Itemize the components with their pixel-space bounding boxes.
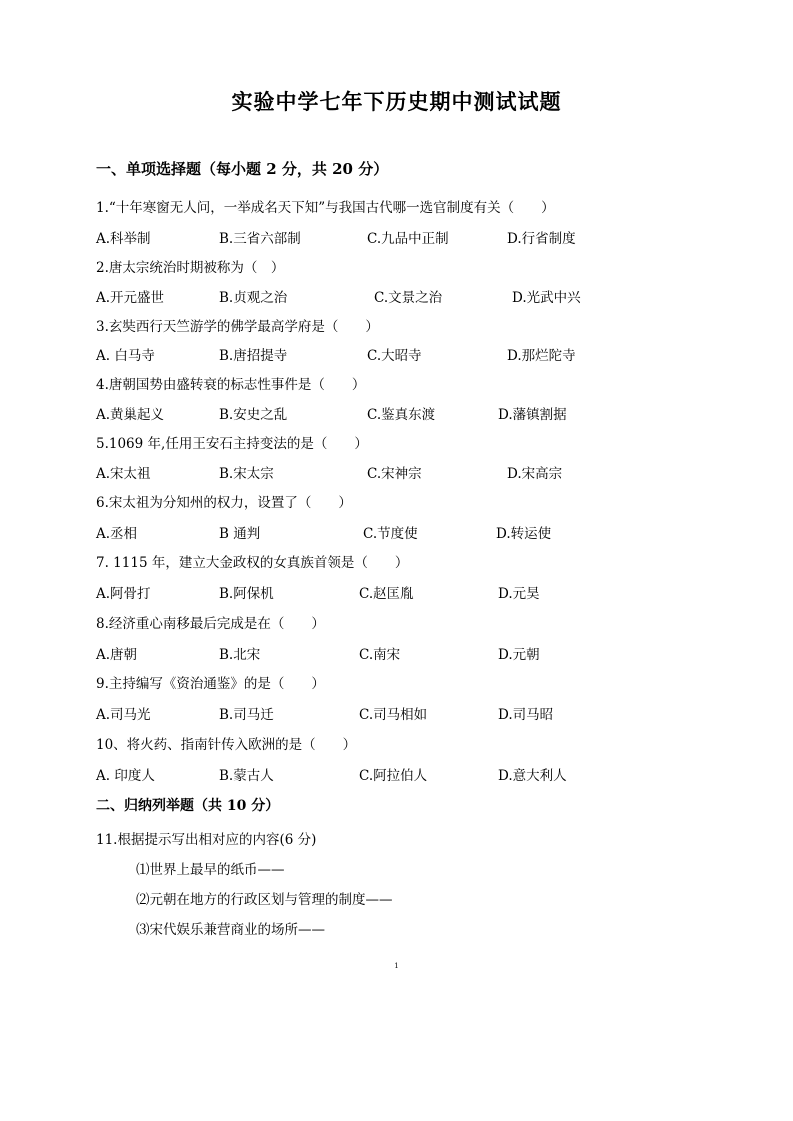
question-9-option-b: B.司马迁 [219, 707, 274, 723]
question-1-option-c: C.九品中正制 [367, 231, 449, 247]
question-11-item-3: ⑶宋代娱乐兼营商业的场所—— [136, 922, 325, 938]
question-8-option-b: B.北宋 [219, 647, 261, 663]
question-4-stem: 4.唐朝国势由盛转衰的标志性事件是（ ） [96, 377, 366, 393]
question-6-stem: 6.宋太祖为分知州的权力，设置了（ ） [96, 495, 352, 511]
question-6-option-b: B 通判 [219, 526, 261, 542]
question-10-option-c: C.阿拉伯人 [359, 768, 428, 784]
question-2-option-c: C.文景之治 [374, 290, 443, 306]
section-heading-2: 二、归纳列举题（共 10 分） [96, 798, 280, 814]
question-3-option-d: D.那烂陀寺 [507, 348, 576, 364]
question-8-stem: 8.经济重心南移最后完成是在（ ） [96, 616, 325, 632]
question-7-option-d: D.元昊 [498, 586, 540, 602]
question-9-option-d: D.司马昭 [498, 707, 554, 723]
question-10-option-d: D.意大利人 [498, 768, 567, 784]
question-10-stem: 10、将火药、指南针传入欧洲的是（ ） [96, 737, 357, 753]
question-4-option-d: D.藩镇割据 [498, 407, 567, 423]
question-11-stem: 11.根据提示写出相对应的内容(6 分) [96, 832, 317, 848]
question-11-item-2: ⑵元朝在地方的行政区划与管理的制度—— [136, 892, 393, 908]
question-3-option-b: B.唐招提寺 [219, 348, 288, 364]
question-9-stem: 9.主持编写《资治通鉴》的是（ ） [96, 676, 325, 692]
question-10-option-b: B.蒙古人 [219, 768, 274, 784]
section-heading-1: 一、单项选择题（每小题 2 分，共 20 分） [96, 160, 389, 178]
question-8-option-d: D.元朝 [498, 647, 540, 663]
question-11-item-1: ⑴世界上最早的纸币—— [136, 862, 285, 878]
question-6-option-d: D.转运使 [496, 526, 552, 542]
question-2-option-b: B.贞观之治 [219, 290, 288, 306]
question-4-option-a: A.黄巢起义 [96, 407, 165, 423]
question-6-option-a: A.丞相 [96, 526, 138, 542]
question-3-option-c: C.大昭寺 [367, 348, 422, 364]
question-5-option-b: B.宋太宗 [219, 466, 274, 482]
question-1-stem: 1.“十年寒窗无人问，一举成名天下知”与我国古代哪一选官制度有关（ ） [96, 200, 555, 216]
page-title: 实验中学七年下历史期中测试试题 [231, 89, 562, 114]
page-number: 1 [394, 962, 399, 970]
question-5-option-d: D.宋高宗 [507, 466, 563, 482]
question-7-stem: 7. 1115 年，建立大金政权的女真族首领是（ ） [96, 555, 409, 571]
question-6-option-c: C.节度使 [363, 526, 418, 542]
question-7-option-a: A.阿骨打 [96, 586, 151, 602]
question-5-stem: 5.1069 年,任用王安石主持变法的是（ ） [96, 436, 368, 452]
question-4-option-b: B.安史之乱 [219, 407, 288, 423]
question-7-option-c: C.赵匡胤 [359, 586, 414, 602]
question-1-option-a: A.科举制 [96, 231, 151, 247]
question-4-option-c: C.鉴真东渡 [367, 407, 436, 423]
question-5-option-a: A.宋太祖 [96, 466, 151, 482]
question-3-stem: 3.玄奘西行天竺游学的佛学最高学府是（ ） [96, 319, 379, 335]
question-1-option-d: D.行省制度 [507, 231, 576, 247]
question-9-option-a: A.司马光 [96, 707, 151, 723]
question-3-option-a: A. 白马寺 [96, 348, 155, 364]
question-7-option-b: B.阿保机 [219, 586, 274, 602]
question-8-option-c: C.南宋 [359, 647, 401, 663]
question-2-option-a: A.开元盛世 [96, 290, 165, 306]
question-5-option-c: C.宋神宗 [367, 466, 422, 482]
question-2-option-d: D.光武中兴 [512, 290, 581, 306]
question-9-option-c: C.司马相如 [359, 707, 428, 723]
question-10-option-a: A. 印度人 [96, 768, 155, 784]
question-8-option-a: A.唐朝 [96, 647, 138, 663]
question-1-option-b: B.三省六部制 [219, 231, 301, 247]
question-2-stem: 2.唐太宗统治时期被称为（ ） [96, 260, 285, 276]
